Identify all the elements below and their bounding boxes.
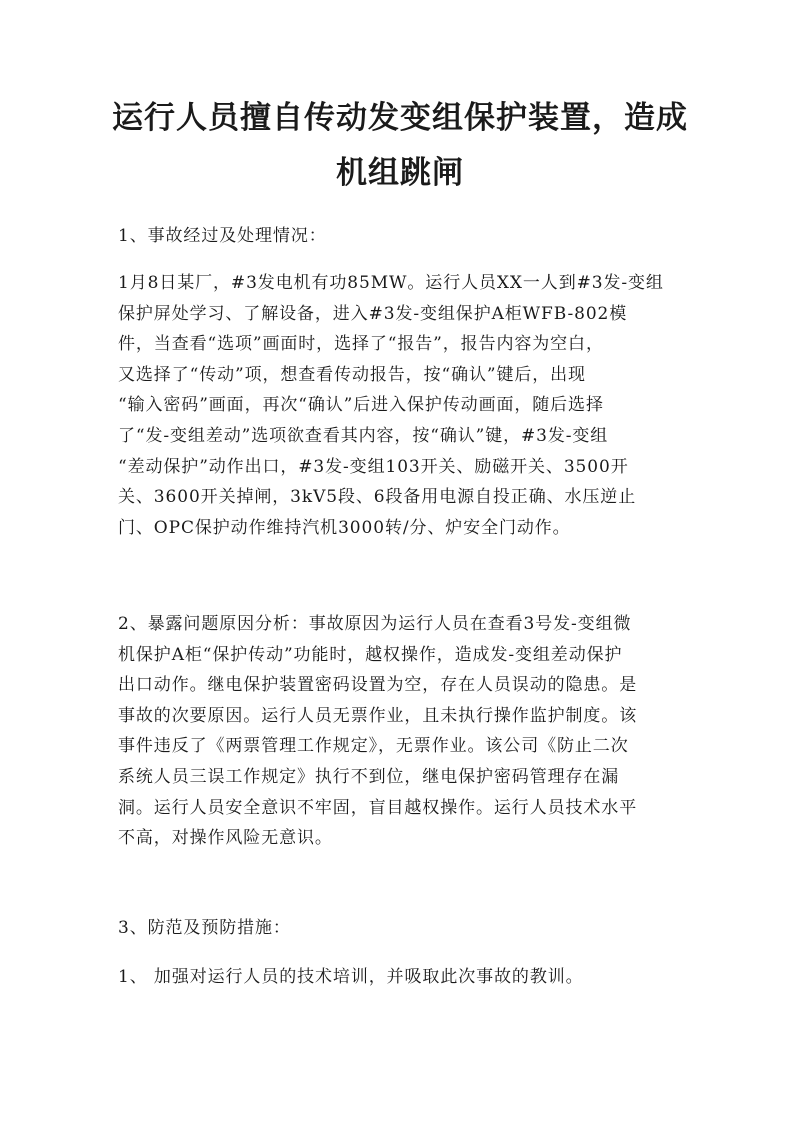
document-title-line-1: 运行人员擅自传动发变组保护装置，造成 xyxy=(112,100,688,136)
paragraph-line: 又选择了“传动”项，想查看传动报告，按“确认”键后，出现 xyxy=(118,364,586,385)
paragraph-line: 门、OPC保护动作维持汽机3000转/分、炉安全门动作。 xyxy=(118,517,571,538)
paragraph-line: “输入密码”画面，再次“确认”后进入保护传动画面，随后选择 xyxy=(118,395,604,416)
section-1-paragraph xyxy=(118,268,678,543)
section-heading-text: 3、防范及预防措施： xyxy=(118,918,291,938)
section-1-heading xyxy=(118,221,678,252)
paragraph-line: 关、3600开关掉闸，3kV5段、6段备用电源自投正确、水压逆止 xyxy=(118,487,637,508)
section-heading-text: 1、事故经过及处理情况： xyxy=(118,226,327,246)
paragraph-line: 洞。运行人员安全意识不牢固，盲目越权操作。运行人员技术水平 xyxy=(118,797,638,818)
paragraph-line: 出口动作。继电保护装置密码设置为空，存在人员误动的隐患。是 xyxy=(118,675,638,696)
document-title-line-2: 机组跳闸 xyxy=(336,155,464,191)
paragraph-line: 不高，对操作风险无意识。 xyxy=(118,828,333,849)
paragraph-line: 机保护A柜“保护传动”功能时，越权操作，造成发-变组差动保护 xyxy=(118,644,623,665)
paragraph-line: 1月8日某厂，#3发电机有功85MW。运行人员XX一人到#3发-变组 xyxy=(118,273,664,293)
section-2-paragraph xyxy=(118,609,678,854)
paragraph-line: 2、暴露问题原因分析：事故原因为运行人员在查看3号发-变组微 xyxy=(118,614,632,634)
paragraph-line: 件，当查看“选项”画面时，选择了“报告”，报告内容为空白， xyxy=(118,334,604,355)
paragraph-line: 事件违反了《两票管理工作规定》，无票作业。该公司《防止二次 xyxy=(118,736,629,757)
paragraph-line: 事故的次要原因。运行人员无票作业，且未执行操作监护制度。该 xyxy=(118,705,638,726)
list-item: 1、 加强对运行人员的技术培训，并吸取此次事故的教训。 xyxy=(118,967,584,987)
paragraph-line: “差动保护”动作出口，#3发-变组103开关、励磁开关、3500开 xyxy=(118,456,629,477)
paragraph-line: 系统人员三误工作规定》执行不到位，继电保护密码管理存在漏 xyxy=(118,766,620,787)
section-3-heading xyxy=(118,913,678,944)
paragraph-line: 了“发-变组差动”选项欲查看其内容，按“确认”键，#3发-变组 xyxy=(118,425,609,446)
paragraph-line: 保护屏处学习、了解设备，进入#3发-变组保护A柜WFB-802模 xyxy=(118,303,628,324)
section-3-list xyxy=(118,962,678,993)
